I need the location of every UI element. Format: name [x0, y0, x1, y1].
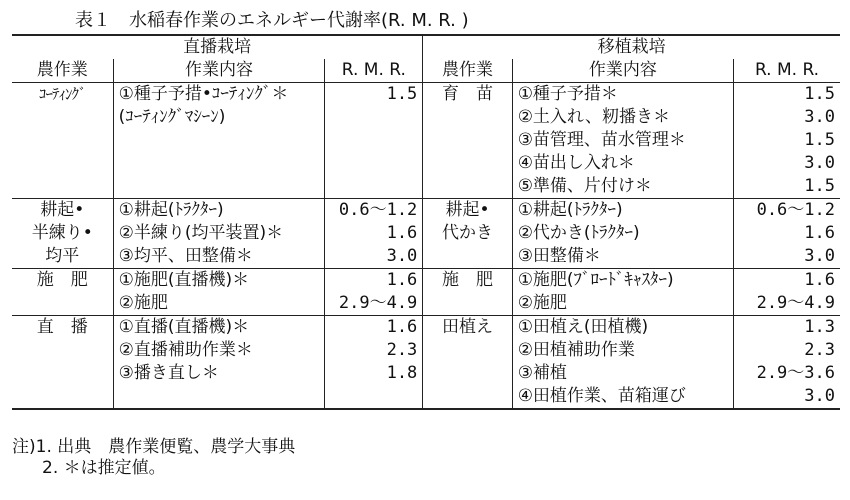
work-content-cell: ①耕起(ﾄﾗｸﾀｰ) [113, 199, 325, 223]
rmr-cell [325, 175, 423, 199]
crop-work-cell [423, 339, 512, 362]
work-content-cell: ③補植 [512, 362, 733, 385]
rmr-cell: 2.9～3.6 [734, 362, 840, 385]
work-content-cell: ④苗出し入れ＊ [512, 152, 733, 175]
rmr-cell: 3.0 [734, 106, 840, 129]
work-content-cell: ③苗管理、苗水管理＊ [512, 129, 733, 152]
rmr-cell: 1.5 [734, 175, 840, 199]
header-rmr: R. M. R. [734, 59, 840, 83]
rmr-cell: 1.3 [734, 316, 840, 340]
crop-work-cell: 代かき [423, 222, 512, 245]
work-content-cell: ①種子予措＊ [512, 83, 733, 107]
rmr-cell: 1.6 [325, 269, 423, 293]
rmr-cell: 0.6～1.2 [325, 199, 423, 223]
note-line: 2. ＊は推定値。 [42, 458, 166, 478]
header-content: 作業内容 [113, 59, 325, 83]
rmr-cell [325, 106, 423, 129]
crop-work-cell: ｺｰﾃｨﾝｸﾞ [39, 85, 86, 103]
work-content-cell: ⑤準備、片付け＊ [512, 175, 733, 199]
table-row [12, 385, 840, 409]
group-header-transplant: 移植栽培 [423, 35, 840, 59]
work-content-cell: ①施肥(直播機)＊ [113, 269, 325, 293]
table-row [12, 316, 840, 340]
rmr-cell: 2.9～4.9 [325, 292, 423, 316]
rmr-cell: 1.6 [734, 222, 840, 245]
table-row [12, 83, 840, 107]
crop-work-cell [12, 152, 113, 175]
table-caption: 表１ 水稲春作業のエネルギー代謝率(R. M. R. ) [75, 10, 469, 31]
crop-work-cell [423, 175, 512, 199]
rmr-cell: 1.6 [325, 222, 423, 245]
work-content-cell [113, 152, 325, 175]
crop-work-cell: 施 肥 [423, 269, 512, 293]
table-row [12, 106, 840, 129]
crop-work-cell [12, 175, 113, 199]
work-content-cell: (ｺｰﾃｨﾝｸﾞﾏｼｰﾝ) [113, 106, 325, 129]
rmr-cell: 3.0 [734, 385, 840, 409]
rmr-cell: 2.9～4.9 [734, 292, 840, 316]
table-row [12, 245, 840, 269]
crop-work-cell [12, 339, 113, 362]
rmr-cell: 1.6 [325, 316, 423, 340]
work-content-cell: ③播き直し＊ [113, 362, 325, 385]
work-content-cell [113, 129, 325, 152]
work-content-cell: ①耕起(ﾄﾗｸﾀｰ) [512, 199, 733, 223]
work-content-cell: ①種子予措•ｺｰﾃｨﾝｸﾞ＊ [113, 83, 325, 107]
rmr-cell: 2.3 [734, 339, 840, 362]
work-content-cell: ③田整備＊ [512, 245, 733, 269]
work-content-cell [113, 385, 325, 409]
work-content-cell: ②施肥 [113, 292, 325, 316]
table-row [12, 292, 840, 316]
table-row [12, 269, 840, 293]
work-content-cell: ③均平、田整備＊ [113, 245, 325, 269]
work-content-cell: ①施肥(ﾌﾞﾛｰﾄﾞｷｬｽﾀｰ) [512, 269, 733, 293]
work-content-cell [113, 175, 325, 199]
notes [12, 437, 295, 479]
work-content-cell: ②田植補助作業 [512, 339, 733, 362]
work-content-cell: ②直播補助作業＊ [113, 339, 325, 362]
crop-work-cell: 田植え [423, 316, 512, 340]
table-row [12, 199, 840, 223]
work-content-cell: ④田植作業、苗箱運び [512, 385, 733, 409]
work-content-cell: ②施肥 [512, 292, 733, 316]
crop-work-cell [12, 362, 113, 385]
header-content: 作業内容 [512, 59, 733, 83]
rmr-cell: 0.6～1.2 [734, 199, 840, 223]
rmr-cell: 1.8 [325, 362, 423, 385]
crop-work-cell: 耕起• [423, 199, 512, 223]
rmr-cell: 1.5 [734, 83, 840, 107]
rmr-table [12, 34, 840, 410]
group-header-direct: 直播栽培 [12, 35, 423, 59]
rmr-cell: 3.0 [734, 152, 840, 175]
crop-work-cell [12, 129, 113, 152]
work-content-cell: ②代かき(ﾄﾗｸﾀｰ) [512, 222, 733, 245]
work-content-cell: ②土入れ、籾播き＊ [512, 106, 733, 129]
rmr-cell [325, 152, 423, 175]
crop-work-cell: 育 苗 [423, 83, 512, 107]
rmr-cell: 3.0 [325, 245, 423, 269]
header-crop-work: 農作業 [423, 59, 512, 83]
rmr-cell: 1.6 [734, 269, 840, 293]
crop-work-cell [12, 106, 113, 129]
crop-work-cell: 半練り• [31, 223, 93, 243]
crop-work-cell [423, 362, 512, 385]
rmr-cell: 1.5 [734, 129, 840, 152]
note-line: 注)1. 出典 農作業便覧、農学大事典 [12, 437, 296, 457]
crop-work-cell [423, 385, 512, 409]
table-row [12, 362, 840, 385]
header-rmr: R. M. R. [325, 59, 423, 83]
crop-work-cell: 耕起• [40, 200, 85, 220]
table-body [12, 83, 840, 410]
table-row [12, 175, 840, 199]
crop-work-cell: 施 肥 [36, 270, 88, 290]
crop-work-cell [423, 106, 512, 129]
work-content-cell: ①田植え(田植機) [512, 316, 733, 340]
rmr-cell [325, 385, 423, 409]
table-row [12, 339, 840, 362]
rmr-cell: 2.3 [325, 339, 423, 362]
crop-work-cell [423, 292, 512, 316]
table-row [12, 152, 840, 175]
crop-work-cell [423, 129, 512, 152]
crop-work-cell [12, 385, 113, 409]
crop-work-cell: 均平 [12, 245, 113, 269]
rmr-cell: 3.0 [734, 245, 840, 269]
work-content-cell: ②半練り(均平装置)＊ [113, 222, 325, 245]
work-content-cell: ①直播(直播機)＊ [113, 316, 325, 340]
rmr-cell: 1.5 [325, 83, 423, 107]
crop-work-cell [12, 292, 113, 316]
crop-work-cell: 直 播 [36, 317, 88, 337]
crop-work-cell [423, 152, 512, 175]
rmr-cell [325, 129, 423, 152]
table-row [12, 129, 840, 152]
crop-work-cell [423, 245, 512, 269]
table-row [12, 222, 840, 245]
header-crop-work: 農作業 [12, 59, 113, 83]
